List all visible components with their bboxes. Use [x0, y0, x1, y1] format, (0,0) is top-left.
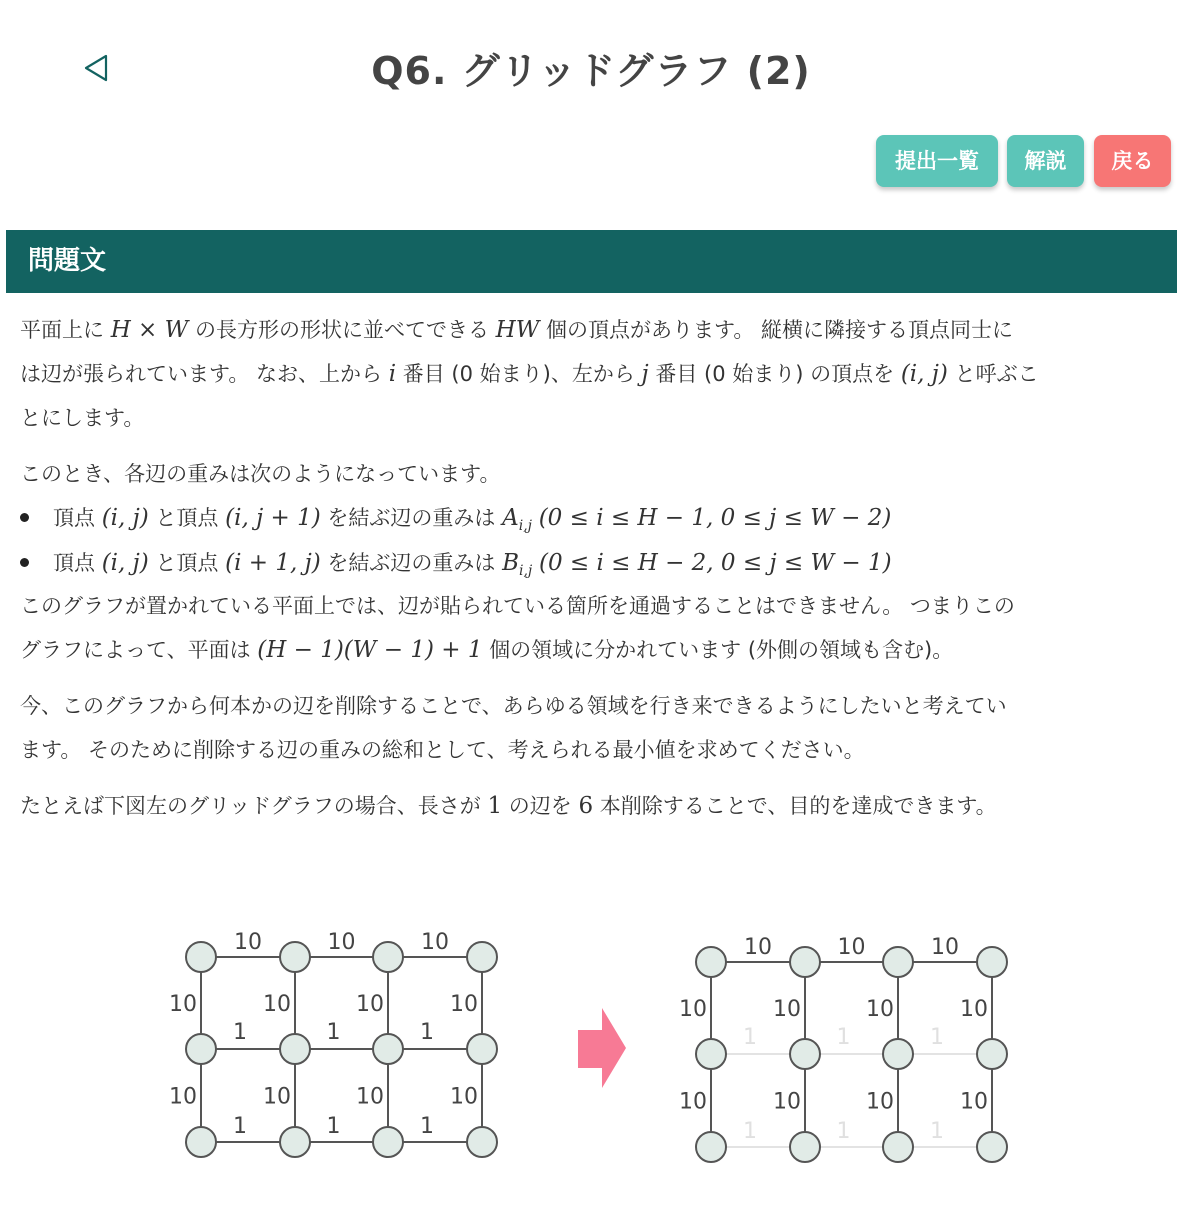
graph-vertex — [280, 1127, 310, 1157]
graph-vertex — [977, 1132, 1007, 1162]
edge-weight-label: 10 — [263, 992, 291, 1017]
graph-vertex — [883, 947, 913, 977]
graph-vertex — [373, 1034, 403, 1064]
edge-weight-label: 10 — [679, 997, 707, 1022]
math-subscript: i,j — [518, 518, 532, 534]
back-button[interactable]: 戻る — [1094, 135, 1171, 187]
edge-weight-label: 10 — [773, 997, 801, 1022]
text-span: 平面上に — [20, 318, 104, 342]
edge-weight-label: 10 — [356, 1084, 384, 1110]
statement-paragraph-2: このとき、各辺の重みは次のようになっています。 — [20, 462, 501, 486]
text-span: は辺が張られています。 なお、上から — [20, 362, 382, 386]
edge-weight-label: 10 — [773, 1089, 801, 1115]
graph-vertex — [467, 1127, 497, 1157]
text-span: 番目 (0 始まり)、左から — [402, 362, 635, 386]
edge-weight-label: 10 — [356, 992, 384, 1017]
edge-weight-label: 1 — [743, 1025, 757, 1050]
graph-vertex — [373, 1127, 403, 1157]
edge-weight-label: 10 — [866, 997, 894, 1022]
text-span: の辺を — [508, 794, 572, 818]
grid-graph-svg — [0, 880, 1182, 1200]
text-span: とにします。 — [20, 406, 145, 430]
text-span: 本削除することで、目的を達成できます。 — [599, 794, 997, 818]
edge-weight-label: 1 — [743, 1119, 757, 1144]
edge-weight-label: 10 — [234, 930, 262, 955]
edge-weight-label: 10 — [931, 935, 959, 960]
text-span: グラフによって、平面は — [20, 638, 251, 662]
edge-weight-label: 10 — [837, 935, 866, 960]
math-weight: A — [502, 505, 519, 531]
graph-vertex — [186, 1127, 216, 1157]
list-item — [20, 541, 1162, 586]
graph-vertex — [790, 947, 820, 977]
edge-weight-label: 10 — [169, 992, 197, 1017]
edge-weight-label: 1 — [930, 1119, 944, 1144]
math-hw: HW — [495, 317, 540, 343]
graph-vertex — [373, 942, 403, 972]
graph-vertex — [696, 1132, 726, 1162]
edge-weight-label: 1 — [836, 1025, 851, 1050]
edge-weight-label: 1 — [233, 1020, 247, 1045]
math-i: i — [388, 361, 397, 387]
text-span: を結ぶ辺の重みは — [327, 551, 496, 575]
edge-weight-label: 1 — [326, 1020, 341, 1045]
edge-weight-label: 10 — [960, 1089, 988, 1115]
text-span: 個の頂点があります。 縦横に隣接する頂点同士に — [546, 318, 1014, 342]
edge-weight-label: 1 — [836, 1119, 851, 1144]
math-subscript: i,j — [519, 563, 533, 579]
text-span: の長方形の形状に並べてできる — [194, 318, 489, 342]
math-range: (0 ≤ i ≤ H − 2, 0 ≤ j ≤ W − 1) — [538, 550, 892, 576]
graph-vertex — [467, 942, 497, 972]
edge-weight-label: 1 — [420, 1114, 434, 1139]
edge-weight-label: 10 — [263, 1084, 291, 1110]
statement-paragraph-3 — [20, 584, 1162, 672]
edge-weight-label: 1 — [420, 1020, 434, 1045]
edge-weight-label: 10 — [450, 1084, 478, 1110]
text-span: 頂点 — [53, 506, 95, 530]
math-vertex: (i, j) — [101, 550, 149, 576]
math-vertex: (i, j + 1) — [225, 505, 321, 531]
edge-weight-label: 10 — [744, 935, 772, 960]
weight-list — [20, 496, 1162, 586]
edge-weight-label: 1 — [326, 1114, 341, 1139]
statement-paragraph-4 — [20, 684, 1162, 772]
edge-weight-label: 10 — [327, 930, 356, 955]
edge-weight-label: 10 — [960, 997, 988, 1022]
graph-vertex — [467, 1034, 497, 1064]
text-span: このグラフが置かれている平面上では、辺が貼られている箇所を通過することはできません。 つまりこの — [20, 594, 1015, 618]
edge-weight-label: 1 — [930, 1025, 944, 1050]
math-vertex: (i + 1, j) — [225, 550, 321, 576]
editorial-button[interactable]: 解説 — [1007, 135, 1084, 187]
page-title: Q6. グリッドグラフ (2) — [371, 49, 811, 93]
edge-weight-label: 10 — [866, 1089, 894, 1115]
text-span: と頂点 — [155, 551, 219, 575]
text-span: と呼ぶこ — [954, 362, 1039, 386]
text-span: 個の領域に分かれています (外側の領域も含む)。 — [489, 638, 954, 662]
section-header-problem: 問題文 — [6, 230, 1177, 293]
text-span: 今、このグラフから何本かの辺を削除することで、あらゆる領域を行き来できるようにしたいと考えてい — [20, 694, 1007, 718]
graph-vertex — [186, 942, 216, 972]
math-range: (0 ≤ i ≤ H − 1, 0 ≤ j ≤ W − 2) — [538, 505, 892, 531]
submissions-button[interactable]: 提出一覧 — [876, 135, 998, 187]
math-six: 6 — [578, 793, 594, 819]
edge-weight-label: 10 — [450, 992, 478, 1017]
graph-vertex — [977, 1039, 1007, 1069]
graph-vertex — [790, 1039, 820, 1069]
graph-vertex — [696, 947, 726, 977]
left-grid-graph — [169, 930, 497, 1157]
graph-vertex — [280, 942, 310, 972]
list-item — [20, 496, 1162, 541]
edge-weight-label: 10 — [421, 930, 449, 955]
text-span: と頂点 — [155, 506, 219, 530]
graph-vertex — [883, 1132, 913, 1162]
graph-vertex — [280, 1034, 310, 1064]
edge-weight-label: 10 — [679, 1089, 707, 1115]
graph-vertex — [977, 947, 1007, 977]
text-span: 頂点 — [53, 551, 95, 575]
text-span: 番目 (0 始まり) の頂点を — [655, 362, 895, 386]
arrow-right-icon — [578, 1008, 626, 1088]
edge-weight-label: 10 — [169, 1084, 197, 1110]
graph-vertex — [696, 1039, 726, 1069]
edge-weight-label: 1 — [233, 1114, 247, 1139]
grid-graph-figure — [0, 880, 1182, 1200]
graph-vertex — [883, 1039, 913, 1069]
math-vertex: (i, j) — [101, 505, 149, 531]
math-h-times-w: H × W — [110, 317, 189, 343]
bullet-icon — [20, 558, 29, 567]
math-ij: (i, j) — [900, 361, 948, 387]
problem-statement — [20, 308, 1162, 840]
bullet-icon — [20, 513, 29, 522]
graph-vertex — [790, 1132, 820, 1162]
right-grid-graph — [679, 935, 1007, 1162]
math-one: 1 — [487, 793, 503, 819]
math-j: j — [641, 361, 649, 387]
statement-paragraph-5 — [20, 784, 1162, 828]
text-span: たとえば下図左のグリッドグラフの場合、長さが — [20, 794, 481, 818]
text-span: を結ぶ辺の重みは — [327, 506, 496, 530]
math-weight: B — [502, 550, 519, 576]
text-span: ます。 そのために削除する辺の重みの総和として、考えられる最小値を求めてください。 — [20, 738, 865, 762]
statement-paragraph-1 — [20, 308, 1162, 440]
math-region-count: (H − 1)(W − 1) + 1 — [257, 637, 483, 663]
graph-vertex — [186, 1034, 216, 1064]
